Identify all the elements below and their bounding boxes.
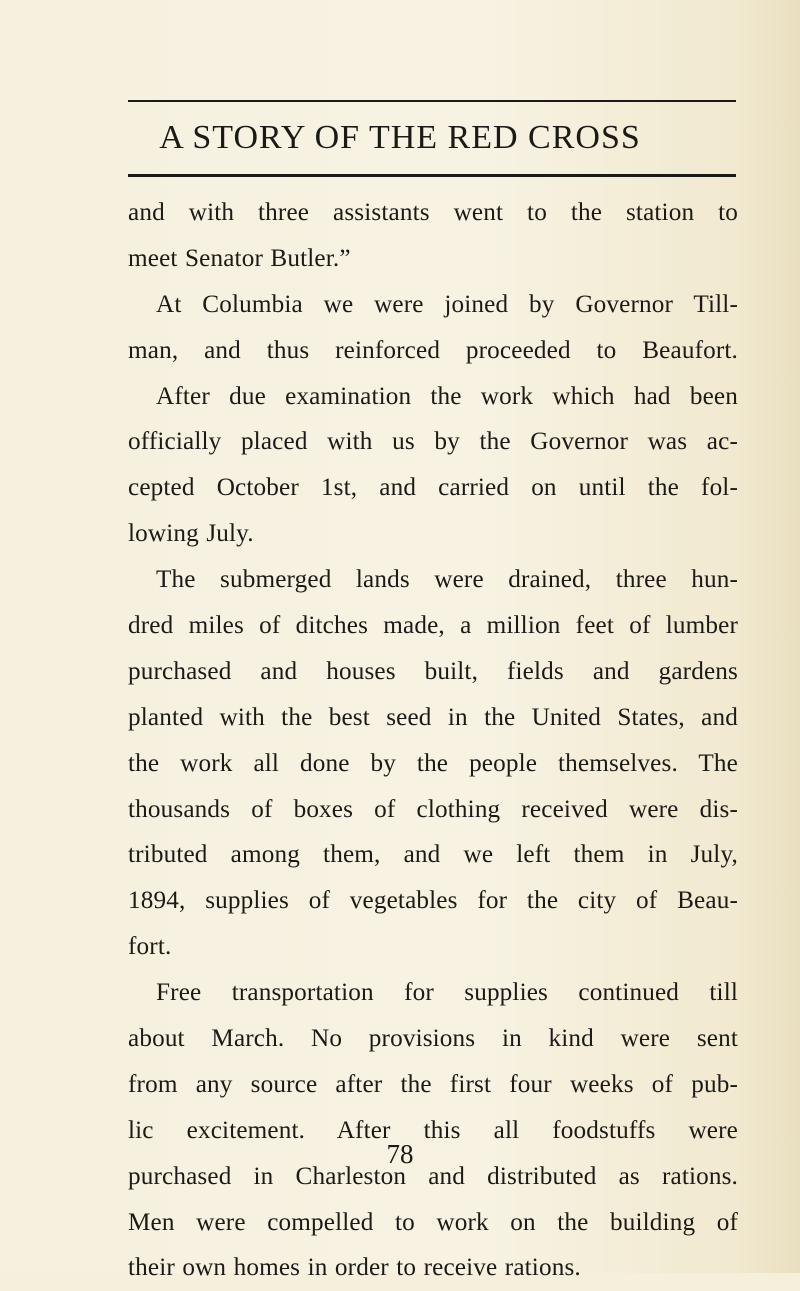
text-line: dred miles of ditches made, a million feet of lumber [128, 612, 738, 640]
text-line: purchased and houses built, fields and gardens [128, 657, 738, 685]
text-line: purchased in Charleston and distributed as rations. [128, 1162, 738, 1190]
text-line: thousands of boxes of clothing received were dis- [128, 795, 738, 823]
text-line: fort. [128, 933, 172, 961]
text-line: lowing July. [128, 520, 254, 548]
text-line: lic excitement. After this all foodstuffs were [128, 1116, 738, 1144]
text-line: planted with the best seed in the United States, and [128, 703, 738, 731]
text-line: 1894, supplies of vegetables for the city of Beau- [128, 887, 738, 915]
paragraph-first-line: Free transportation for supplies continued till [156, 979, 738, 1007]
text-line: cepted October 1st, and carried on until the fol- [128, 474, 738, 502]
text-line: about March. No provisions in kind were sent [128, 1025, 738, 1053]
paragraph-first-line: The submerged lands were drained, three hun- [156, 566, 738, 594]
text-line: officially placed with us by the Governor was ac- [128, 428, 738, 456]
running-head: A STORY OF THE RED CROSS [159, 119, 641, 156]
text-line: and with three assistants went to the station to [128, 199, 738, 226]
body-text [128, 190, 738, 1291]
text-line: from any source after the first four weeks of pub- [128, 1070, 738, 1098]
text-line: their own homes in order to receive rations. [128, 1254, 581, 1282]
header-bottom-rule [128, 174, 736, 177]
text-line: tributed among them, and we left them in July, [128, 841, 738, 869]
text-line: meet Senator Butler.” [128, 244, 351, 272]
text-line: man, and thus reinforced proceeded to Beaufort. [128, 336, 738, 364]
paragraph-first-line: At Columbia we were joined by Governor Till- [156, 290, 738, 318]
text-line: the work all done by the people themselves. The [128, 749, 738, 777]
page-number: 78 [386, 1139, 414, 1169]
text-line: Men were compelled to work on the building of [128, 1208, 738, 1236]
paragraph-first-line: After due examination the work which had been [156, 382, 738, 410]
header-top-rule [128, 100, 736, 102]
